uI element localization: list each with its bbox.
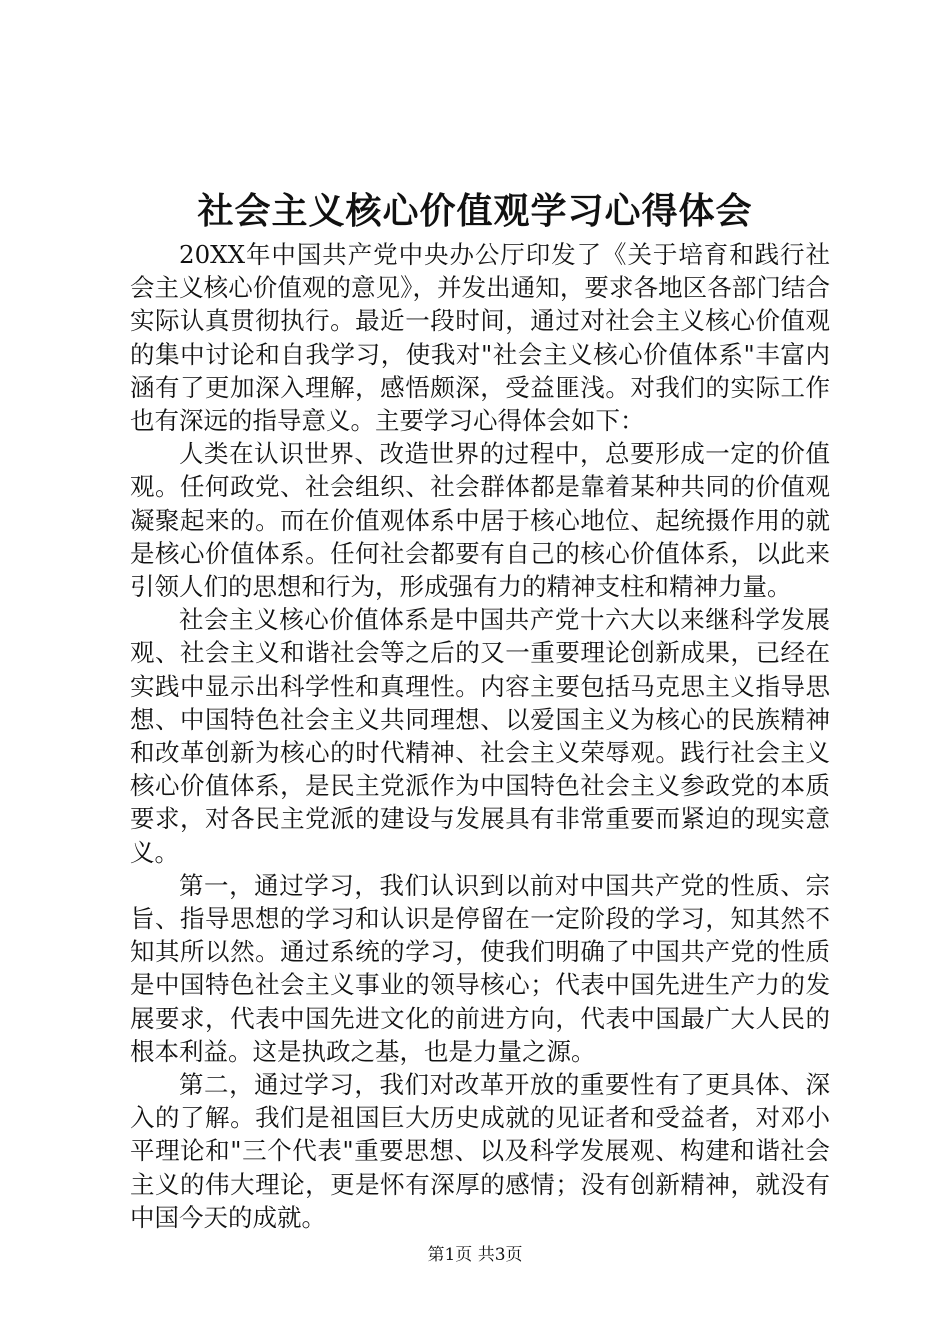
- paragraph-second-point: 第二，通过学习，我们对改革开放的重要性有了更具体、深入的了解。我们是祖国巨大历史成就的见证者和受益者，对邓小平理论和"三个代表"重要思想、以及科学发展观、构建和谐社会主义的伟大理论，更是怀有深厚的感情；没有创新精神，就没有中国今天的成就。: [130, 1070, 830, 1232]
- paragraph-core-system: 社会主义核心价值体系是中国共产党十六大以来继科学发展观、社会主义和谐社会等之后的又一重要理论创新成果，已经在实践中显示出科学性和真理性。内容主要包括马克思主义指导思想、中国特色社会主义共同理想、以爱国主义为核心的民族精神和改革创新为核心的时代精神、社会主义荣辱观。践行社会主义核心价值体系，是民主党派作为中国特色社会主义参政党的本质要求，对各民主党派的建设与发展具有非常重要而紧迫的现实意义。: [130, 605, 830, 867]
- page-number-footer: 第1页 共3页: [427, 1245, 523, 1265]
- document-body: [130, 238, 830, 1234]
- paragraph-intro: 20XX年中国共产党中央办公厅印发了《关于培育和践行社会主义核心价值观的意见》，并发出通知，要求各地区各部门结合实际认真贯彻执行。最近一段时间，通过对社会主义核心价值观的集中讨论和自我学习，使我对"社会主义核心价值体系"丰富内涵有了更加深入理解，感悟颇深，受益匪浅。对我们的实际工作也有深远的指导意义。主要学习心得体会如下：: [130, 240, 830, 436]
- document-title: 社会主义核心价值观学习心得体会: [197, 190, 753, 232]
- paragraph-values: 人类在认识世界、改造世界的过程中，总要形成一定的价值观。任何政党、社会组织、社会群体都是靠着某种共同的价值观凝聚起来的。而在价值观体系中居于核心地位、起统摄作用的就是核心价值体系。任何社会都要有自己的核心价值体系，以此来引领人们的思想和行为，形成强有力的精神支柱和精神力量。: [130, 439, 830, 602]
- paragraph-first-point: 第一，通过学习，我们认识到以前对中国共产党的性质、宗旨、指导思想的学习和认识是停留在一定阶段的学习，知其然不知其所以然。通过系统的学习，使我们明确了中国共产党的性质是中国特色社会主义事业的领导核心；代表中国先进生产力的发展要求，代表中国先进文化的前进方向，代表中国最广大人民的根本利益。这是执政之基，也是力量之源。: [130, 870, 830, 1066]
